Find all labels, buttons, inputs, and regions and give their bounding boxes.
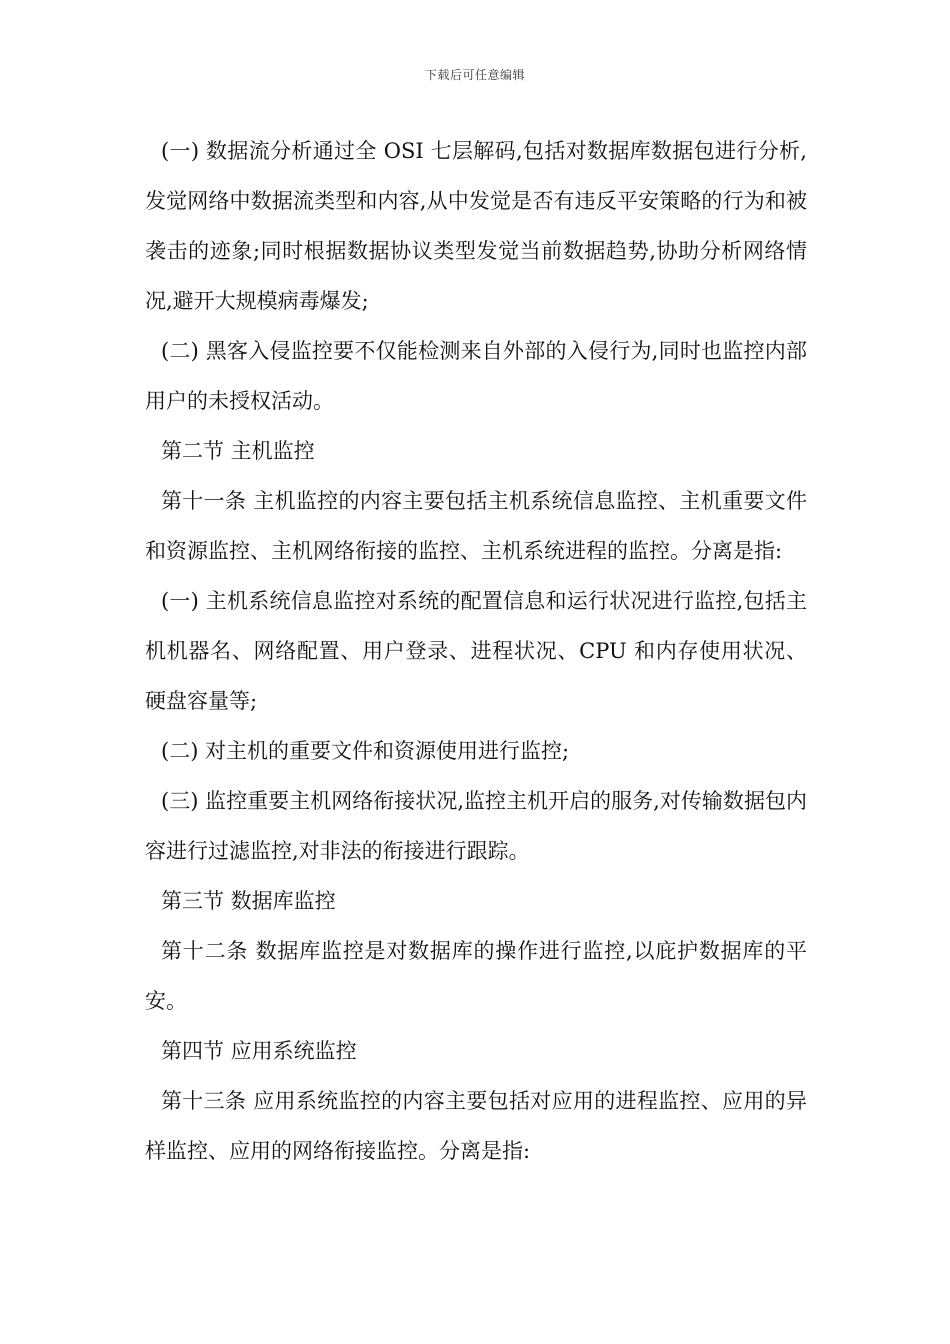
document-body	[145, 126, 807, 1176]
paragraph-host-system-info: (一) 主机系统信息监控对系统的配置信息和运行状况进行监控,包括主机机器名、网络配置、用户登录、进程状况、CPU 和内存使用状况、硬盘容量等;	[145, 589, 807, 713]
page-header: 下载后可任意编辑	[424, 68, 525, 82]
paragraph-data-flow-analysis: (一) 数据流分析通过全 OSI 七层解码,包括对数据库数据包进行分析,发觉网络中数据流类型和内容,从中发觉是否有违反平安策略的行为和被袭击的迹象;同时根据数据协议类型发觉当前数据趋势,协助分析网络情况,避开大规模病毒爆发;	[145, 139, 807, 313]
section-heading-host-monitoring: 第二节 主机监控	[161, 439, 315, 463]
article-13: 第十三条 应用系统监控的内容主要包括对应用的进程监控、应用的异样监控、应用的网络衔接监控。分离是指:	[145, 1089, 807, 1163]
section-heading-database-monitoring: 第三节 数据库监控	[161, 889, 336, 913]
paragraph-host-network-connections: (三) 监控重要主机网络衔接状况,监控主机开启的服务,对传输数据包内容进行过滤监控,对非法的衔接进行跟踪。	[145, 789, 807, 863]
paragraph-hacker-intrusion: (二) 黑客入侵监控要不仅能检测来自外部的入侵行为,同时也监控内部用户的未授权活动。	[145, 339, 807, 413]
article-12: 第十二条 数据库监控是对数据库的操作进行监控,以庇护数据库的平安。	[145, 939, 807, 1013]
article-11: 第十一条 主机监控的内容主要包括主机系统信息监控、主机重要文件和资源监控、主机网络衔接的监控、主机系统进程的监控。分离是指:	[145, 489, 807, 563]
section-heading-application-monitoring: 第四节 应用系统监控	[161, 1039, 357, 1063]
paragraph-host-files-resources: (二) 对主机的重要文件和资源使用进行监控;	[161, 739, 570, 763]
